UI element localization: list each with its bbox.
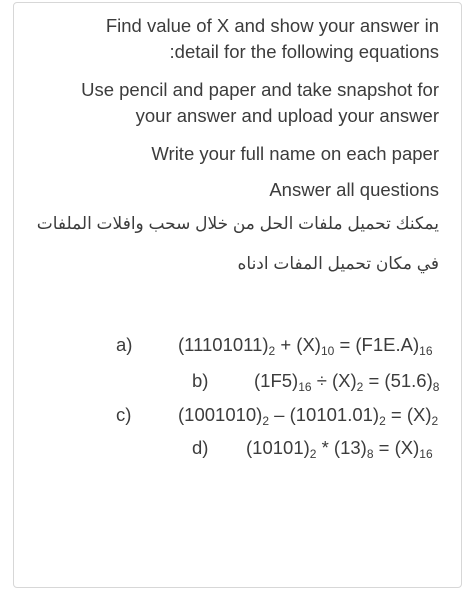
equation-b: $(1F5)_{16} \div (X)_2 = (51.6)_8$: [254, 370, 440, 394]
equation-c: $(1001010)_2 - (10101.01)_2 = (X)_2$: [178, 404, 439, 428]
instruction-line-1: Find value of X and show your answer in: [105, 15, 439, 36]
instruction-line-3: Use pencil and paper and take snapshot for: [81, 79, 439, 100]
question-card: [13, 2, 462, 588]
equation-label-d: d): [192, 437, 209, 458]
equation-a: $(11101011)_2 + (X)_{10} = (F1E.A)_{16}$: [178, 334, 433, 358]
instruction-line-4: your answer and upload your answer: [135, 105, 439, 126]
instruction-line-5: Write your full name on each paper: [151, 143, 439, 164]
arabic-instruction-1: يمكنك تحميل ملفات الحل من خلال سحب وافلات الملفات: [36, 214, 439, 233]
instruction-line-2: :detail for the following equations: [169, 41, 439, 62]
equation-label-a: a): [116, 334, 133, 355]
equation-d: $(10101)_2 * (13)_8 = (X)_{16}$: [246, 437, 433, 461]
equation-label-c: c): [116, 404, 132, 425]
equation-label-b: b): [192, 370, 209, 391]
arabic-instruction-2: في مكان تحميل المفات ادناه: [237, 254, 439, 273]
instruction-line-6: Answer all questions: [269, 179, 439, 200]
